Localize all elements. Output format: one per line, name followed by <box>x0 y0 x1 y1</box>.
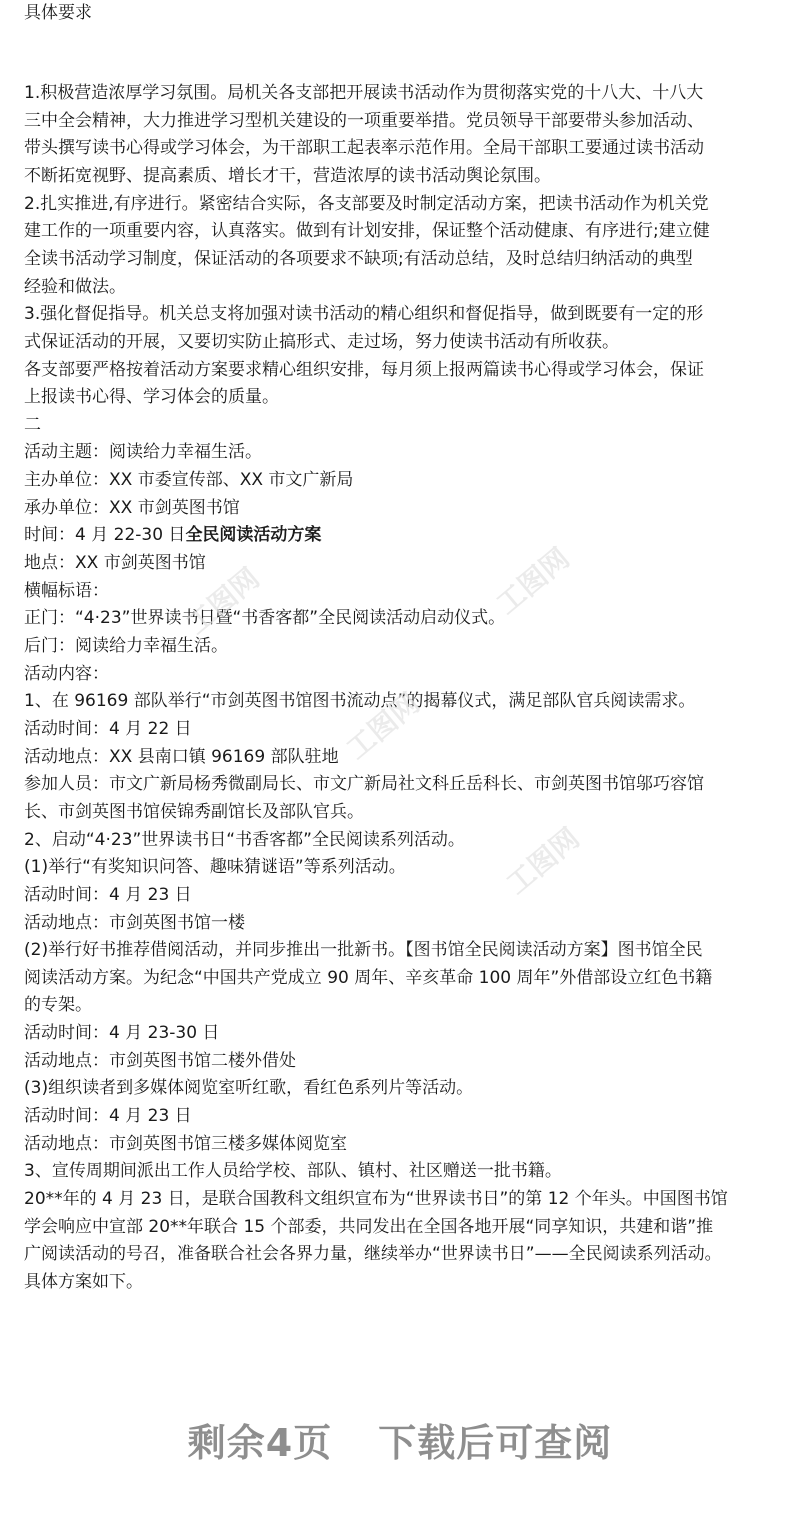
text-line: 20**年的 4 月 23 日，是联合国教科文组织宣布为“世界读书日”的第 12 个年头。中国图书馆 <box>24 1189 728 1209</box>
time-line <box>24 524 784 546</box>
text-line: (2)举行好书推荐借阅活动，并同步推出一批新书。【图书馆全民阅读活动方案】图书馆全民 <box>24 940 703 961</box>
time-prefix: 时间：4 月 22-30 日 <box>24 525 186 546</box>
text-line: 阅读活动方案。为纪念“中国共产党成立 90 周年、辛亥革命 100 周年”外借部设立红色书籍 <box>24 967 713 988</box>
text-line: 2.扎实推进,有序进行。紧密结合实际，各支部要及时制定活动方案，把读书活动作为机关党 <box>24 193 709 214</box>
watermark: 工图网 <box>340 686 426 766</box>
text-line: 活动内容： <box>24 663 109 684</box>
remaining-pages-label: 剩余4页 <box>187 1421 333 1465</box>
text-line: 横幅标语： <box>24 580 109 601</box>
text-line: 活动地点：市剑英图书馆一楼 <box>24 912 245 933</box>
text-line: 承办单位：XX 市剑英图书馆 <box>24 497 240 518</box>
text-line: 上报读书心得、学习体会的质量。 <box>24 387 279 408</box>
text-line: 活动地点：市剑英图书馆三楼多媒体阅览室 <box>24 1133 347 1154</box>
text-line: 三中全会精神，大力推进学习型机关建设的一项重要举措。党员领导干部要带头参加活动、 <box>24 110 704 131</box>
text-line: 长、市剑英图书馆侯锦秀副馆长及部队官兵。 <box>24 801 364 822</box>
text-line: 活动时间：4 月 23 日 <box>24 884 192 905</box>
text-line: 活动时间：4 月 23-30 日 <box>24 1023 220 1044</box>
text-line: 3.强化督促指导。机关总支将加强对读书活动的精心组织和督促指导，做到既要有一定的形 <box>24 304 704 325</box>
text-line: 活动主题：阅读给力幸福生活。 <box>24 442 262 463</box>
text-line: 主办单位：XX 市委宣传部、XX 市文广新局 <box>24 470 354 491</box>
text-line: 经验和做法。 <box>24 276 126 297</box>
watermark: 工图网 <box>490 541 576 621</box>
download-notice[interactable] <box>0 1412 800 1467</box>
text-line: 活动时间：4 月 22 日 <box>24 718 192 739</box>
text-line: 1、在 96169 部队举行“市剑英图书馆图书流动点”的揭幕仪式，满足部队官兵阅读需求。 <box>24 691 696 712</box>
text-line: 活动地点：市剑英图书馆二楼外借处 <box>24 1050 296 1071</box>
watermark: 工图网 <box>180 561 266 641</box>
text-line: (1)举行“有奖知识问答、趣味猜谜语”等系列活动。 <box>24 857 406 878</box>
text-line: 二 <box>24 414 41 435</box>
text-line: (3)组织读者到多媒体阅览室听红歌，看红色系列片等活动。 <box>24 1078 474 1099</box>
text-line: 2、启动“4·23”世界读书日“书香客都”全民阅读系列活动。 <box>24 829 465 850</box>
text-line: 3、宣传周期间派出工作人员给学校、部队、镇村、社区赠送一批书籍。 <box>24 1161 562 1182</box>
doc-heading: 具体要求 <box>24 3 92 23</box>
text-line: 各支部要严格按着活动方案要求精心组织安排，每月须上报两篇读书心得或学习体会，保证 <box>24 359 704 380</box>
text-line: 正门：“4·23”世界读书日暨“书香客都”全民阅读活动启动仪式。 <box>24 608 506 629</box>
text-line: 式保证活动的开展，又要切实防止搞形式、走过场，努力使读书活动有所收获。 <box>24 331 619 352</box>
text-line: 带头撰写读书心得或学习体会，为干部职工起表率示范作用。全局干部职工要通过读书活动 <box>24 138 704 159</box>
text-line: 活动地点：XX 县南口镇 96169 部队驻地 <box>24 746 339 767</box>
text-line: 具体方案如下。 <box>24 1271 143 1292</box>
text-line: 参加人员：市文广新局杨秀微副局长、市文广新局社文科丘岳科长、市剑英图书馆邬巧容馆 <box>24 774 704 795</box>
time-bold-title: 全民阅读活动方案 <box>185 525 322 546</box>
text-line: 学会响应中宣部 20**年联合 15 个部委，共同发出在全国各地开展“同享知识，共建和谐”推 <box>24 1216 714 1237</box>
text-line: 后门：阅读给力幸福生活。 <box>24 636 228 656</box>
download-to-view-label: 下载后可查阅 <box>378 1421 613 1465</box>
text-line: 广阅读活动的号召，准备联合社会各界力量，继续举办“世界读书日”——全民阅读系列活动。 <box>24 1244 722 1265</box>
text-line: 不断拓宽视野、提高素质、增长才干，营造浓厚的读书活动舆论氛围。 <box>24 165 551 186</box>
text-line: 全读书活动学习制度，保证活动的各项要求不缺项;有活动总结，及时总结归纳活动的典型 <box>24 248 693 269</box>
text-line: 活动时间：4 月 23 日 <box>24 1106 192 1127</box>
watermark: 工图网 <box>500 821 586 901</box>
text-line: 的专架。 <box>24 995 92 1016</box>
text-line: 地点：XX 市剑英图书馆 <box>24 553 206 574</box>
text-line: 1.积极营造浓厚学习氛围。局机关各支部把开展读书活动作为贯彻落实党的十八大、十八大 <box>24 83 704 103</box>
text-line: 建工作的一项重要内容，认真落实。做到有计划安排，保证整个活动健康、有序进行;建立健 <box>24 221 710 242</box>
